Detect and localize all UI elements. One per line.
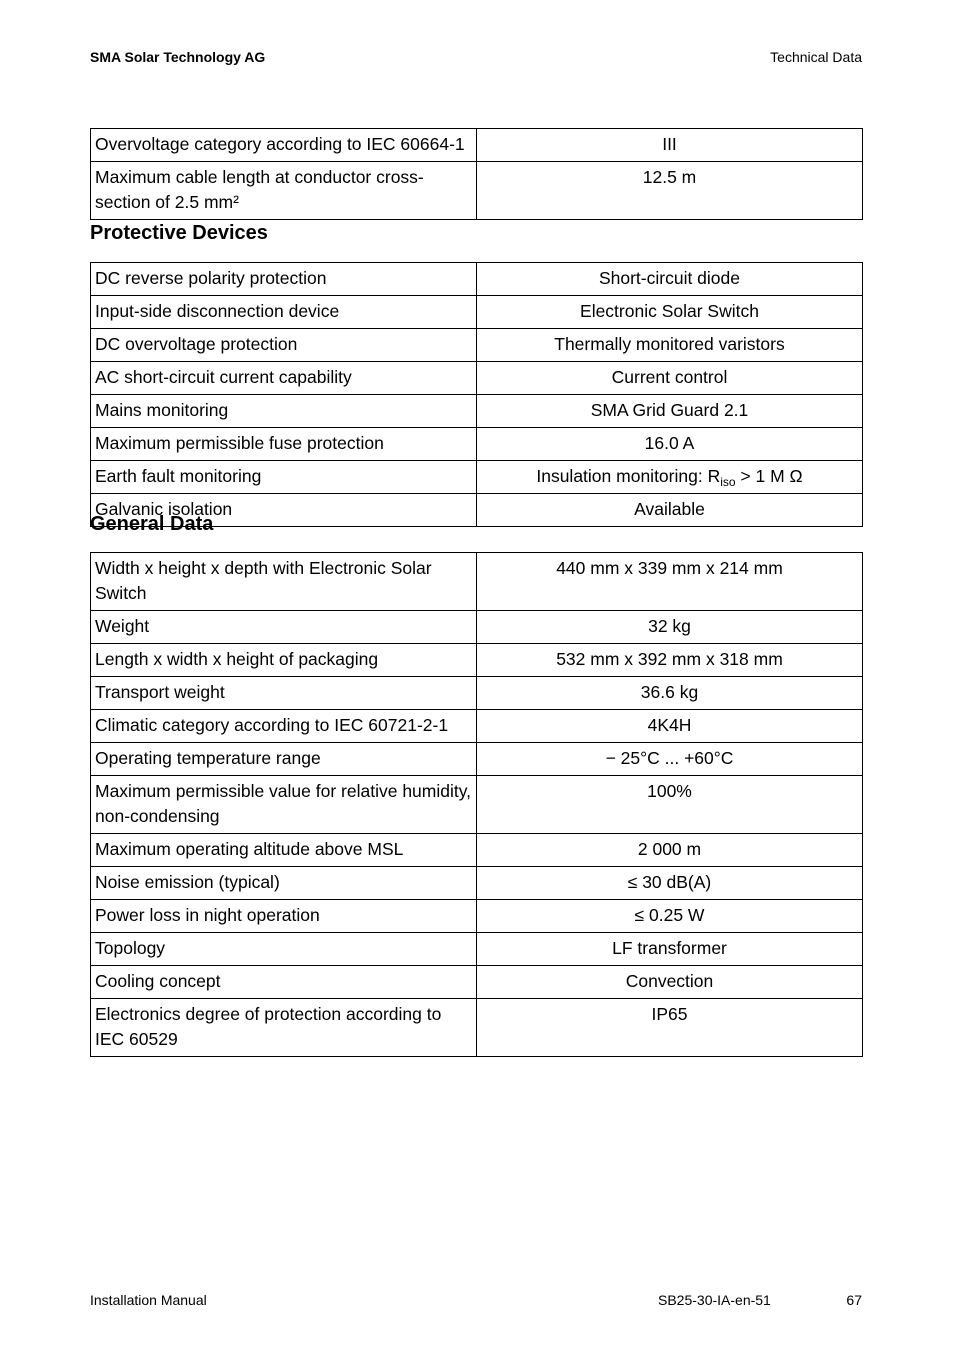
row-value: 12.5 m [477, 162, 863, 220]
page-number: 67 [846, 1292, 862, 1308]
row-value: IP65 [477, 999, 863, 1057]
row-value: Current control [477, 362, 863, 395]
table-protective-devices [90, 262, 863, 527]
footer-doc-title: Installation Manual [90, 1292, 207, 1308]
row-label: AC short-circuit current capability [91, 362, 477, 395]
table-row [91, 677, 863, 710]
table-row [91, 263, 863, 296]
row-value: 16.0 A [477, 428, 863, 461]
table-row [91, 743, 863, 776]
row-value: Short-circuit diode [477, 263, 863, 296]
row-value: ≤ 30 dB(A) [477, 867, 863, 900]
table-row [91, 933, 863, 966]
row-label: Operating temperature range [91, 743, 477, 776]
row-value: Electronic Solar Switch [477, 296, 863, 329]
table-row [91, 296, 863, 329]
table-row [91, 329, 863, 362]
table-row [91, 553, 863, 611]
row-label: Climatic category according to IEC 60721-2-1 [91, 710, 477, 743]
row-value: − 25°C ... +60°C [477, 743, 863, 776]
row-label: Maximum cable length at conductor cross-section of 2.5 mm² [91, 162, 477, 220]
row-label: Overvoltage category according to IEC 60664-1 [91, 129, 477, 162]
table-row [91, 776, 863, 834]
header-company: SMA Solar Technology AG [90, 49, 266, 65]
row-label: DC overvoltage protection [91, 329, 477, 362]
row-label: Electronics degree of protection according to IEC 60529 [91, 999, 477, 1057]
table-electrical [90, 128, 863, 220]
row-value: Convection [477, 966, 863, 999]
value-text: > 1 M Ω [735, 466, 803, 486]
footer-doc-code: SB25-30-IA-en-51 [658, 1292, 771, 1308]
table-row [91, 867, 863, 900]
row-label: Noise emission (typical) [91, 867, 477, 900]
row-value: 4K4H [477, 710, 863, 743]
table-row [91, 611, 863, 644]
value-text: Insulation monitoring: R [536, 466, 721, 486]
table-row [91, 966, 863, 999]
row-label: Transport weight [91, 677, 477, 710]
row-value: 36.6 kg [477, 677, 863, 710]
table-row [91, 644, 863, 677]
table-row [91, 999, 863, 1057]
row-value: SMA Grid Guard 2.1 [477, 395, 863, 428]
row-value: 532 mm x 392 mm x 318 mm [477, 644, 863, 677]
row-label: Topology [91, 933, 477, 966]
row-value: Available [477, 494, 863, 527]
row-label: DC reverse polarity protection [91, 263, 477, 296]
table-row [91, 461, 863, 494]
table-row [91, 129, 863, 162]
table-row [91, 900, 863, 933]
table-row [91, 834, 863, 867]
row-label: Width x height x depth with Electronic Solar Switch [91, 553, 477, 611]
table-row [91, 395, 863, 428]
value-subscript: iso [720, 475, 736, 489]
table-row [91, 428, 863, 461]
row-value [477, 461, 863, 494]
row-value: 2 000 m [477, 834, 863, 867]
row-value: III [477, 129, 863, 162]
row-label: Galvanic isolation [91, 494, 477, 527]
row-label: Mains monitoring [91, 395, 477, 428]
table-general-data [90, 552, 863, 1057]
header-section: Technical Data [770, 49, 862, 65]
row-value: ≤ 0.25 W [477, 900, 863, 933]
row-label: Cooling concept [91, 966, 477, 999]
section-title-protective-devices: Protective Devices [90, 222, 268, 244]
row-label: Power loss in night operation [91, 900, 477, 933]
row-value: LF transformer [477, 933, 863, 966]
row-label: Input-side disconnection device [91, 296, 477, 329]
row-label: Maximum permissible fuse protection [91, 428, 477, 461]
row-value: 32 kg [477, 611, 863, 644]
row-label: Maximum operating altitude above MSL [91, 834, 477, 867]
row-value: 440 mm x 339 mm x 214 mm [477, 553, 863, 611]
table-row [91, 162, 863, 220]
row-label: Maximum permissible value for relative humidity, non-condensing [91, 776, 477, 834]
table-row [91, 362, 863, 395]
row-value: 100% [477, 776, 863, 834]
row-value: Thermally monitored varistors [477, 329, 863, 362]
row-label: Weight [91, 611, 477, 644]
row-label: Length x width x height of packaging [91, 644, 477, 677]
row-label: Earth fault monitoring [91, 461, 477, 494]
table-row [91, 710, 863, 743]
section-title-general-data: General Data [90, 513, 214, 535]
